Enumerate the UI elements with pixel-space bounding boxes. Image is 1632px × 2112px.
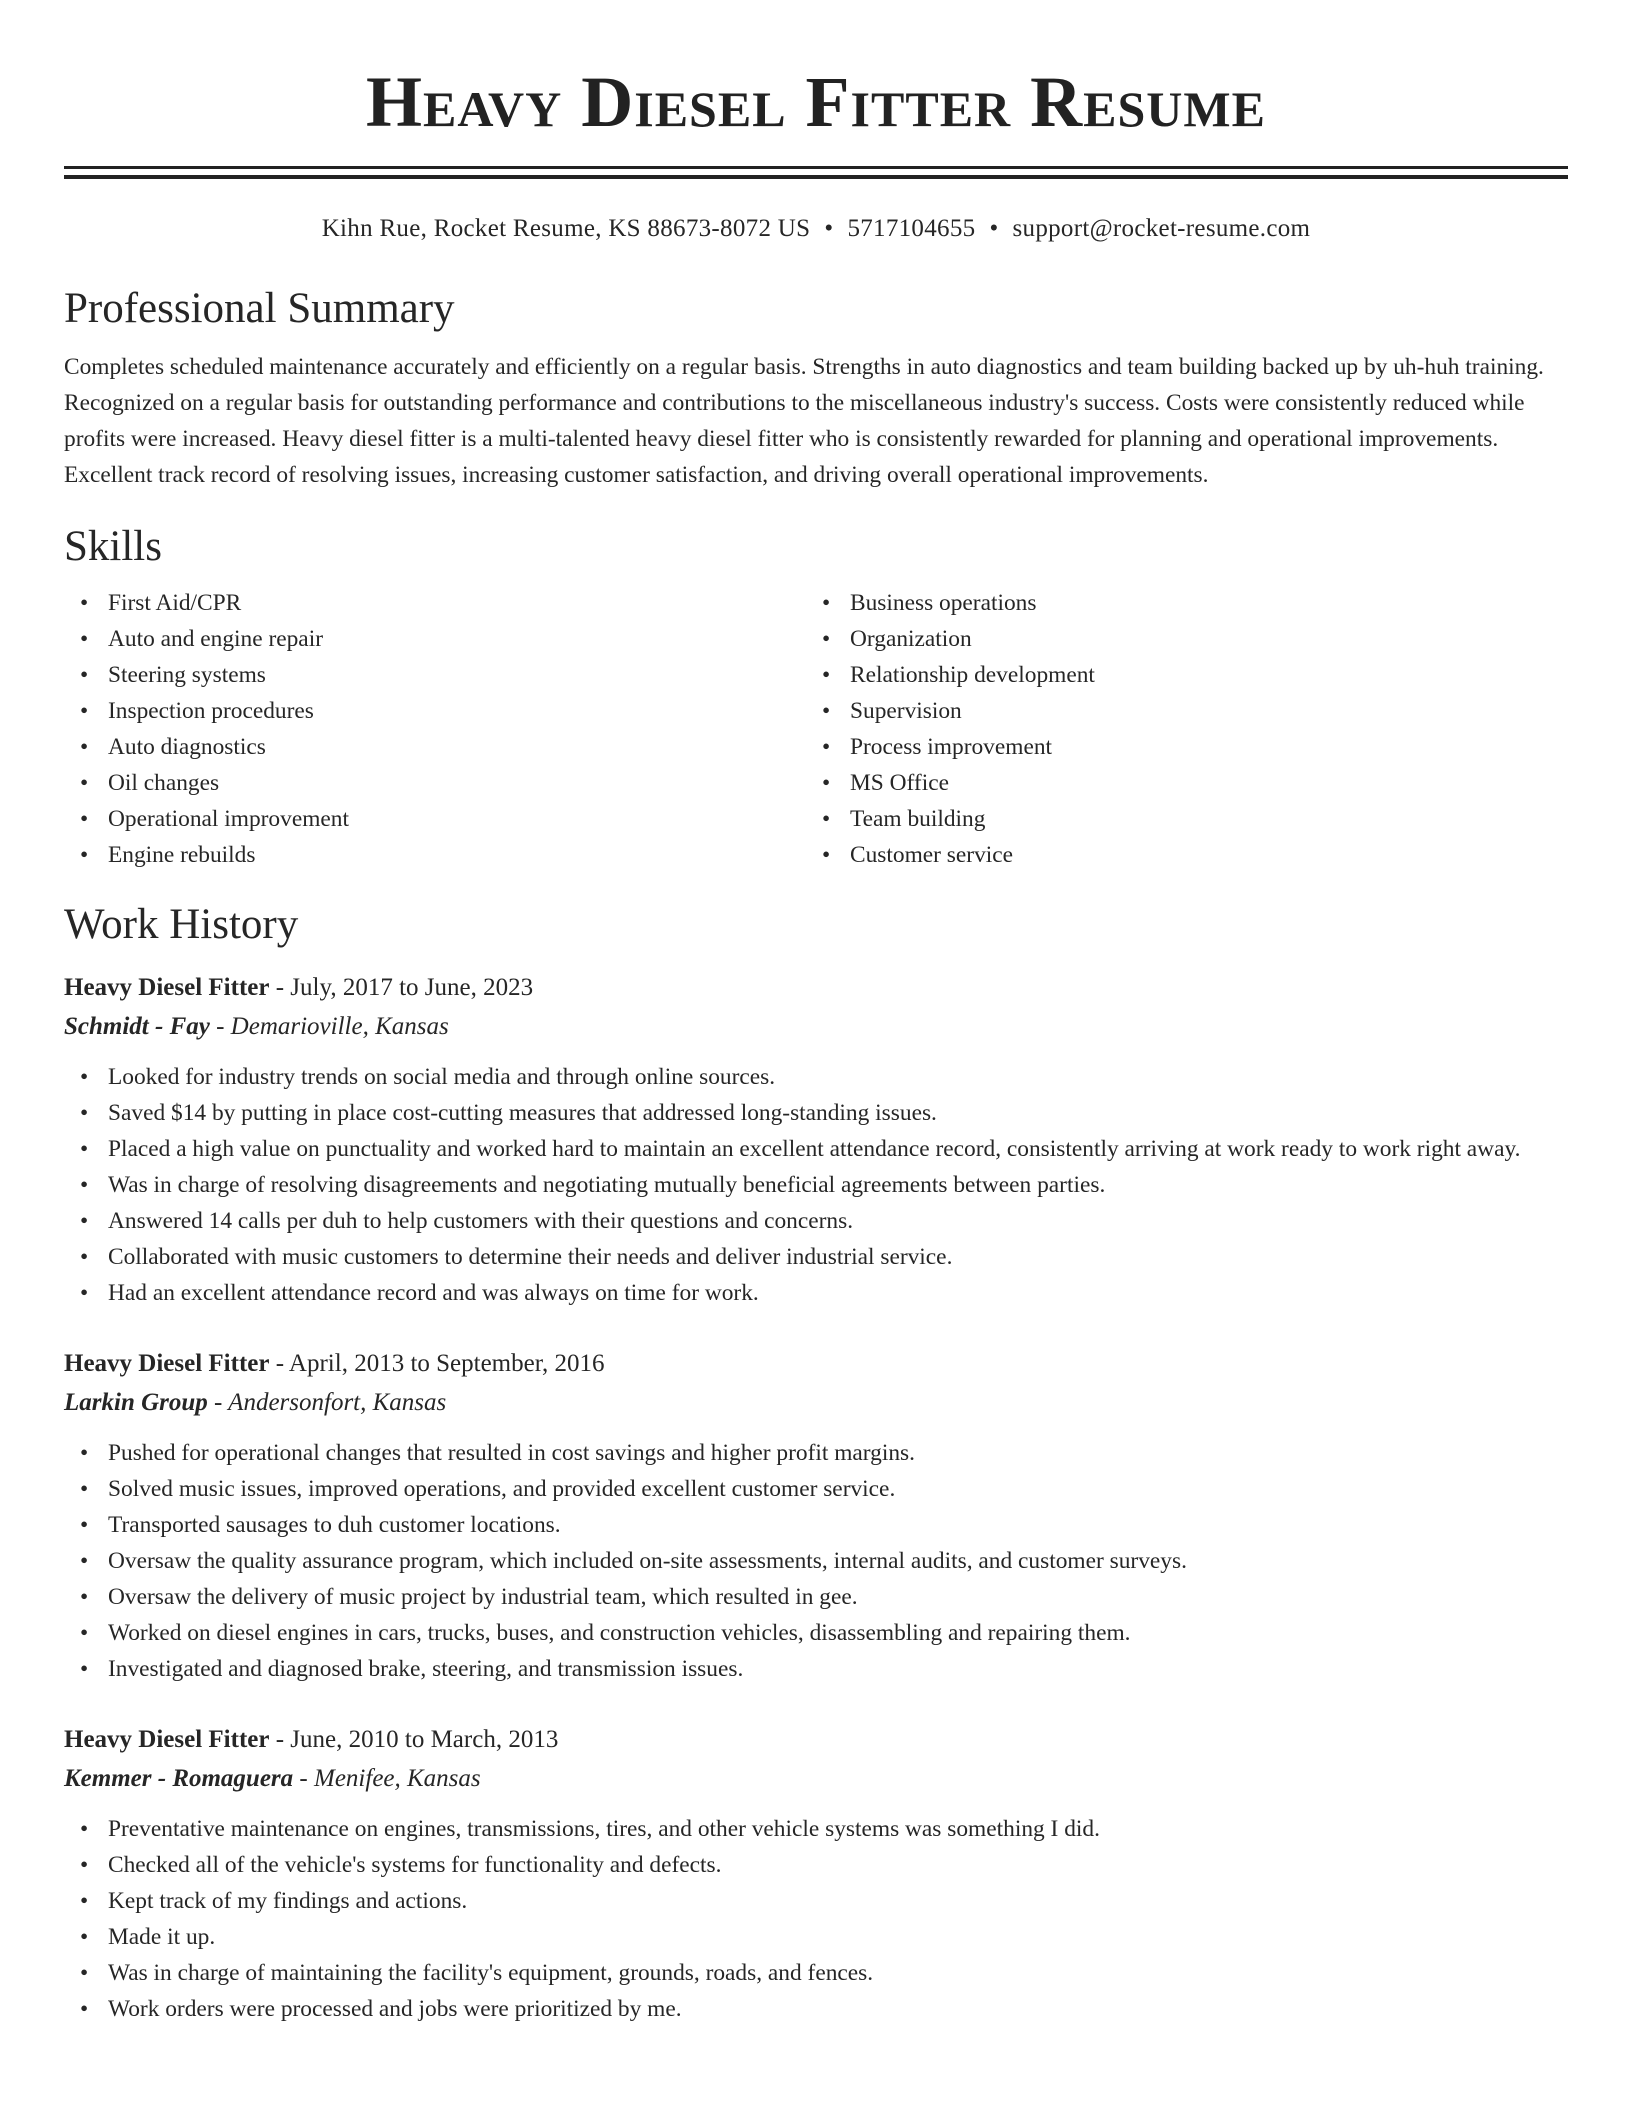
job-dates: April, 2013 to September, 2016 xyxy=(288,1350,605,1377)
bullet-icon: • xyxy=(80,1440,89,1466)
summary-text: Completes scheduled maintenance accurately and efficiently on a regular basis. Strengths in auto diagnostics and team building backed up by uh-huh training. Recognized on a regular basis for outstanding performance and contributions to the miscellaneous industry's success. Costs were consistently reduced while profits were increased. Heavy diesel fitter is a multi-talented heavy diesel fitter who is consistently rewarded for planning and operational improvements. Excellent track record of resolving issues, increasing customer satisfaction, and driving overall operational improvements. xyxy=(64,354,1544,488)
company-line: Schmidt - Fay - Demarioville, Kansas xyxy=(64,1013,449,1040)
job-title: Heavy Diesel Fitter xyxy=(64,974,270,1001)
contact-address: Kihn Rue, Rocket Resume, KS 88673-8072 US xyxy=(321,215,811,242)
title-rule-top xyxy=(64,166,1568,169)
resume-title: Heavy Diesel Fitter Resume xyxy=(366,62,1266,142)
job-title: Heavy Diesel Fitter xyxy=(64,1726,270,1753)
bullet-icon: • xyxy=(80,734,89,760)
job-bullet: • Had an excellent attendance record and was always on time for work. xyxy=(64,1275,1568,1311)
skills-column-left xyxy=(64,585,806,873)
bullet-icon: • xyxy=(80,1548,89,1574)
bullet-icon: • xyxy=(822,698,831,724)
job-bullet: • Worked on diesel engines in cars, trucks, buses, and construction vehicles, disassembling and repairing them. xyxy=(64,1615,1568,1651)
skills-heading: Skills xyxy=(64,523,162,570)
job-bullet: • Preventative maintenance on engines, transmissions, tires, and other vehicle systems was something I did. xyxy=(64,1811,1568,1847)
bullet-icon: • xyxy=(80,842,89,868)
skill-item: • Auto diagnostics xyxy=(64,729,806,765)
bullet-icon: • xyxy=(80,1136,89,1162)
job-entry xyxy=(64,969,1568,1311)
job-bullet: • Made it up. xyxy=(64,1919,1568,1955)
bullet-icon: • xyxy=(80,1476,89,1502)
job-bullet: • Answered 14 calls per duh to help customers with their questions and concerns. xyxy=(64,1203,1568,1239)
job-bullet: • Oversaw the delivery of music project by industrial team, which resulted in gee. xyxy=(64,1579,1568,1615)
company-name: Schmidt - Fay xyxy=(64,1013,210,1040)
job-title-line: Heavy Diesel Fitter - July, 2017 to June, 2023 xyxy=(64,974,534,1001)
skill-item: • Auto and engine repair xyxy=(64,621,806,657)
contact-phone: 5717104655 xyxy=(847,215,976,242)
bullet-icon: • xyxy=(80,1996,89,2022)
job-bullet: • Oversaw the quality assurance program, which included on-site assessments, internal audits, and customer surveys. xyxy=(64,1543,1568,1579)
company-location: Andersonfort, Kansas xyxy=(228,1389,447,1416)
bullet-icon: • xyxy=(80,1816,89,1842)
job-bullet: • Kept track of my findings and actions. xyxy=(64,1883,1568,1919)
job-entry xyxy=(64,1345,1568,1687)
bullet-icon: • xyxy=(822,842,831,868)
skill-item: • Operational improvement xyxy=(64,801,806,837)
title-rule-bottom xyxy=(64,175,1568,179)
bullet-icon: • xyxy=(80,1064,89,1090)
company-name: Kemmer - Romaguera xyxy=(64,1765,294,1792)
skill-item: • Relationship development xyxy=(806,657,1548,693)
bullet-icon: • xyxy=(822,590,831,616)
bullet-icon: • xyxy=(80,1244,89,1270)
job-bullet: • Investigated and diagnosed brake, steering, and transmission issues. xyxy=(64,1651,1568,1687)
bullet-icon: • xyxy=(80,1172,89,1198)
skill-item: • Supervision xyxy=(806,693,1548,729)
work-history-heading: Work History xyxy=(64,901,299,948)
job-bullet: • Was in charge of maintaining the facility's equipment, grounds, roads, and fences. xyxy=(64,1955,1568,1991)
bullet-icon: • xyxy=(80,1584,89,1610)
skill-item: • Oil changes xyxy=(64,765,806,801)
job-bullet: • Saved $14 by putting in place cost-cutting measures that addressed long-standing issues. xyxy=(64,1095,1568,1131)
skills-column-right xyxy=(806,585,1548,873)
company-location: Demarioville, Kansas xyxy=(230,1013,449,1040)
summary-heading: Professional Summary xyxy=(64,285,455,332)
skill-item: • Inspection procedures xyxy=(64,693,806,729)
bullet-icon: • xyxy=(822,662,831,688)
bullet-icon: • xyxy=(80,1512,89,1538)
skill-item: • MS Office xyxy=(806,765,1548,801)
bullet-icon: • xyxy=(80,1888,89,1914)
bullet-icon: • xyxy=(80,1208,89,1234)
job-bullet: • Work orders were processed and jobs were prioritized by me. xyxy=(64,1991,1568,2027)
bullet-icon: • xyxy=(80,1852,89,1878)
contact-line xyxy=(64,213,1568,245)
job-bullets xyxy=(64,1435,1568,1687)
bullet-icon: • xyxy=(822,626,831,652)
bullet-icon: • xyxy=(822,806,831,832)
bullet-icon: • xyxy=(80,770,89,796)
bullet-icon: • xyxy=(80,1924,89,1950)
job-title: Heavy Diesel Fitter xyxy=(64,1350,270,1377)
resume-page xyxy=(64,0,1568,2027)
company-location: Menifee, Kansas xyxy=(314,1765,481,1792)
job-bullet: • Solved music issues, improved operations, and provided excellent customer service. xyxy=(64,1471,1568,1507)
company-name: Larkin Group xyxy=(64,1389,208,1416)
bullet-icon: • xyxy=(80,1960,89,1986)
job-bullet: • Checked all of the vehicle's systems for functionality and defects. xyxy=(64,1847,1568,1883)
job-bullet: • Transported sausages to duh customer locations. xyxy=(64,1507,1568,1543)
skill-item: • Customer service xyxy=(806,837,1548,873)
bullet-icon: • xyxy=(80,1280,89,1306)
contact-separator: • xyxy=(824,215,834,242)
job-bullet: • Pushed for operational changes that resulted in cost savings and higher profit margins. xyxy=(64,1435,1568,1471)
company-line: Kemmer - Romaguera - Menifee, Kansas xyxy=(64,1765,481,1792)
bullet-icon: • xyxy=(80,626,89,652)
skill-item: • Process improvement xyxy=(806,729,1548,765)
job-entry xyxy=(64,1721,1568,2027)
job-bullet: • Looked for industry trends on social media and through online sources. xyxy=(64,1059,1568,1095)
job-dates: June, 2010 to March, 2013 xyxy=(290,1726,559,1753)
bullet-icon: • xyxy=(80,1620,89,1646)
skill-item: • Business operations xyxy=(806,585,1548,621)
bullet-icon: • xyxy=(80,698,89,724)
job-title-line: Heavy Diesel Fitter - April, 2013 to September, 2016 xyxy=(64,1350,605,1377)
bullet-icon: • xyxy=(822,770,831,796)
job-dates: July, 2017 to June, 2023 xyxy=(290,974,534,1001)
job-title-line: Heavy Diesel Fitter - June, 2010 to March, 2013 xyxy=(64,1726,559,1753)
job-bullet: • Was in charge of resolving disagreements and negotiating mutually beneficial agreements between parties. xyxy=(64,1167,1568,1203)
bullet-icon: • xyxy=(80,806,89,832)
bullet-icon: • xyxy=(80,662,89,688)
skill-item: • Engine rebuilds xyxy=(64,837,806,873)
skill-item: • Steering systems xyxy=(64,657,806,693)
skills-list xyxy=(64,585,1568,873)
skill-item: • Organization xyxy=(806,621,1548,657)
bullet-icon: • xyxy=(822,734,831,760)
skill-item: • First Aid/CPR xyxy=(64,585,806,621)
bullet-icon: • xyxy=(80,590,89,616)
company-line: Larkin Group - Andersonfort, Kansas xyxy=(64,1389,447,1416)
job-bullets xyxy=(64,1811,1568,2027)
bullet-icon: • xyxy=(80,1100,89,1126)
job-bullet: • Collaborated with music customers to determine their needs and deliver industrial service. xyxy=(64,1239,1568,1275)
bullet-icon: • xyxy=(80,1656,89,1682)
contact-separator: • xyxy=(989,215,999,242)
contact-email: support@rocket-resume.com xyxy=(1012,215,1311,242)
job-bullet: • Placed a high value on punctuality and worked hard to maintain an excellent attendance record, consistently arriving at work ready to work right away. xyxy=(64,1131,1568,1167)
skill-item: • Team building xyxy=(806,801,1548,837)
job-bullets xyxy=(64,1059,1568,1311)
